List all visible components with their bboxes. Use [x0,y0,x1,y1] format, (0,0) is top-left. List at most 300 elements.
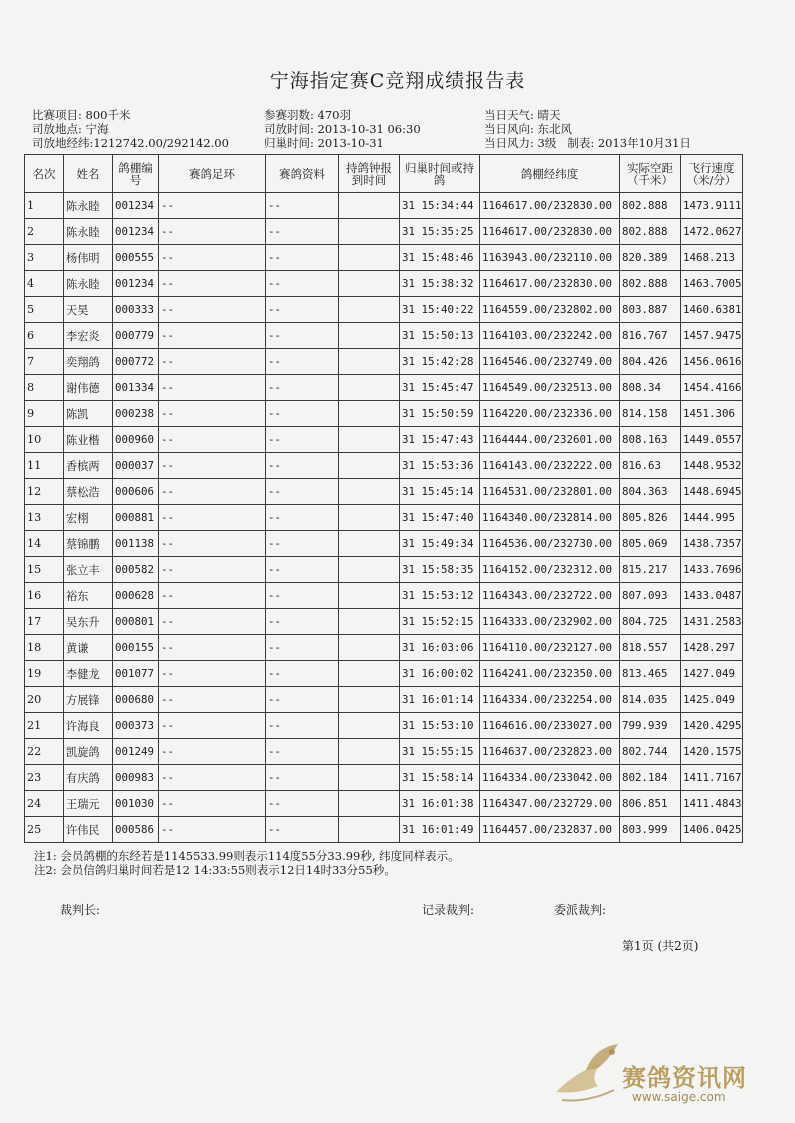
cell-arrival: 31 15:47:40 [400,505,480,531]
cell-rank: 13 [25,505,64,531]
table-row [25,323,743,349]
cell-speed: 1428.297 [681,635,743,661]
cell-arrival: 31 16:03:06 [400,635,480,661]
cell-distance: 808.163 [620,427,681,453]
cell-name: 陈凯 [64,401,113,427]
cell-coords: 1164333.00/232902.00 [480,609,620,635]
cell-rank: 6 [25,323,64,349]
cell-distance: 808.34 [620,375,681,401]
cell-arrival: 31 15:48:46 [400,245,480,271]
header-arrival: 归巢时间或持鸽 [400,155,480,193]
cell-name: 陈业楷 [64,427,113,453]
cell-rank: 14 [25,531,64,557]
cell-clock-time [339,349,400,375]
cell-coords: 1164343.00/232722.00 [480,583,620,609]
cell-name: 蔡锦鹏 [64,531,113,557]
cell-name: 蔡松浩 [64,479,113,505]
header-ring: 赛鸽足环 [159,155,266,193]
cell-coords: 1164220.00/232336.00 [480,401,620,427]
table-row [25,817,743,843]
cell-rank: 25 [25,817,64,843]
cell-speed: 1468.213 [681,245,743,271]
cell-name: 黄谦 [64,635,113,661]
cell-speed: 1420.4295 [681,713,743,739]
cell-clock-time [339,427,400,453]
cell-clock-time [339,817,400,843]
cell-clock-time [339,635,400,661]
cell-clock-time [339,219,400,245]
cell-rank: 1 [25,193,64,219]
cell-ring: -- [159,687,266,713]
cell-clock-time [339,479,400,505]
table-row [25,375,743,401]
cell-distance: 820.389 [620,245,681,271]
cell-info: -- [266,765,339,791]
cell-rank: 18 [25,635,64,661]
cell-speed: 1457.9475 [681,323,743,349]
cell-name: 陈永睦 [64,271,113,297]
cell-speed: 1420.1575 [681,739,743,765]
cell-info: -- [266,219,339,245]
cell-speed: 1411.7167 [681,765,743,791]
cell-rank: 10 [25,427,64,453]
cell-loft-id: 000333 [113,297,159,323]
table-header-row [25,155,743,193]
cell-distance: 803.887 [620,297,681,323]
cell-coords: 1164617.00/232830.00 [480,219,620,245]
cell-coords: 1164457.00/232837.00 [480,817,620,843]
cell-ring: -- [159,557,266,583]
cell-distance: 804.725 [620,609,681,635]
cell-rank: 24 [25,791,64,817]
cell-info: -- [266,375,339,401]
table-row [25,349,743,375]
cell-loft-id: 001234 [113,219,159,245]
cell-speed: 1411.4843 [681,791,743,817]
cell-speed: 1448.9532 [681,453,743,479]
cell-name: 李宏炎 [64,323,113,349]
cell-info: -- [266,557,339,583]
cell-ring: -- [159,739,266,765]
cell-info: -- [266,453,339,479]
cell-rank: 3 [25,245,64,271]
cell-name: 有庆鸽 [64,765,113,791]
meta-wind-direction: 当日风向: 东北风 [484,122,573,136]
cell-coords: 1164549.00/232513.00 [480,375,620,401]
cell-arrival: 31 15:45:47 [400,375,480,401]
cell-coords: 1164546.00/232749.00 [480,349,620,375]
cell-info: -- [266,505,339,531]
cell-clock-time [339,661,400,687]
table-row [25,661,743,687]
cell-arrival: 31 15:38:32 [400,271,480,297]
cell-clock-time [339,557,400,583]
meta-entries: 参赛羽数: 470羽 [264,108,351,122]
cell-ring: -- [159,349,266,375]
cell-arrival: 31 15:50:59 [400,401,480,427]
cell-distance: 802.888 [620,193,681,219]
cell-speed: 1454.4166 [681,375,743,401]
cell-ring: -- [159,765,266,791]
page-number: 第1页 (共2页) [622,939,699,953]
cell-name: 宏栩 [64,505,113,531]
header-loft-id: 鸽棚编号 [113,155,159,193]
cell-rank: 23 [25,765,64,791]
cell-ring: -- [159,297,266,323]
cell-clock-time [339,323,400,349]
meta-release-time: 司放时间: 2013-10-31 06:30 [264,122,421,136]
cell-loft-id: 001077 [113,661,159,687]
cell-ring: -- [159,427,266,453]
meta-weather: 当日天气: 晴天 [484,108,561,122]
cell-loft-id: 000801 [113,609,159,635]
cell-arrival: 31 16:01:38 [400,791,480,817]
cell-clock-time [339,505,400,531]
cell-coords: 1164617.00/232830.00 [480,271,620,297]
footnotes [34,849,460,877]
cell-name: 李健龙 [64,661,113,687]
cell-coords: 1164152.00/232312.00 [480,557,620,583]
table-row [25,713,743,739]
table-row [25,401,743,427]
meta-event: 比赛项目: 800千米 [32,108,131,122]
cell-clock-time [339,713,400,739]
cell-ring: -- [159,817,266,843]
cell-info: -- [266,271,339,297]
cell-loft-id: 000772 [113,349,159,375]
cell-loft-id: 000155 [113,635,159,661]
cell-distance: 816.767 [620,323,681,349]
cell-info: -- [266,245,339,271]
cell-loft-id: 000960 [113,427,159,453]
table-row [25,505,743,531]
footnote-1: 注1: 会员鸽棚的东经若是1145533.99则表示114度55分33.99秒, 纬度同样表示。 [34,849,460,863]
cell-speed: 1451.306 [681,401,743,427]
sig-chief-judge: 裁判长: [60,903,101,917]
cell-loft-id: 001249 [113,739,159,765]
cell-distance: 805.069 [620,531,681,557]
cell-coords: 1164531.00/232801.00 [480,479,620,505]
table-row [25,739,743,765]
cell-name: 张立丰 [64,557,113,583]
cell-distance: 802.744 [620,739,681,765]
cell-name: 吴东升 [64,609,113,635]
cell-info: -- [266,609,339,635]
cell-arrival: 31 15:58:14 [400,765,480,791]
cell-name: 裕东 [64,583,113,609]
cell-coords: 1163943.00/232110.00 [480,245,620,271]
cell-info: -- [266,479,339,505]
cell-arrival: 31 15:53:10 [400,713,480,739]
cell-speed: 1473.9111 [681,193,743,219]
cell-info: -- [266,817,339,843]
cell-rank: 17 [25,609,64,635]
cell-ring: -- [159,401,266,427]
cell-speed: 1406.0425 [681,817,743,843]
cell-coords: 1164559.00/232802.00 [480,297,620,323]
cell-distance: 804.363 [620,479,681,505]
cell-rank: 8 [25,375,64,401]
table-row [25,765,743,791]
cell-distance: 816.63 [620,453,681,479]
cell-speed: 1449.0557 [681,427,743,453]
cell-speed: 1425.049 [681,687,743,713]
header-name: 姓名 [64,155,113,193]
table-row [25,791,743,817]
cell-coords: 1164347.00/232729.00 [480,791,620,817]
cell-speed: 1438.7357 [681,531,743,557]
cell-coords: 1164617.00/232830.00 [480,193,620,219]
cell-arrival: 31 15:42:28 [400,349,480,375]
results-table [24,154,743,843]
header-coords: 鸽棚经纬度 [480,155,620,193]
cell-loft-id: 001138 [113,531,159,557]
cell-name: 凯旋鸽 [64,739,113,765]
cell-info: -- [266,739,339,765]
cell-arrival: 31 16:01:14 [400,687,480,713]
cell-speed: 1448.6945 [681,479,743,505]
sig-recorder: 记录裁判: [422,903,475,917]
cell-coords: 1164616.00/233027.00 [480,713,620,739]
cell-distance: 814.158 [620,401,681,427]
cell-info: -- [266,323,339,349]
cell-arrival: 31 15:47:43 [400,427,480,453]
cell-clock-time [339,609,400,635]
cell-clock-time [339,583,400,609]
cell-loft-id: 000628 [113,583,159,609]
cell-distance: 804.426 [620,349,681,375]
meta-col-3 [484,108,691,150]
pigeon-logo-icon [548,1040,628,1110]
cell-loft-id: 000983 [113,765,159,791]
cell-loft-id: 000037 [113,453,159,479]
cell-rank: 22 [25,739,64,765]
meta-made-date: 制表: 2013年10月31日 [567,136,691,150]
cell-arrival: 31 15:34:44 [400,193,480,219]
cell-info: -- [266,427,339,453]
cell-coords: 1164444.00/232601.00 [480,427,620,453]
cell-arrival: 31 15:55:15 [400,739,480,765]
meta-col-2 [264,108,421,150]
cell-speed: 1433.0487 [681,583,743,609]
watermark [548,1040,758,1110]
cell-ring: -- [159,271,266,297]
cell-coords: 1164103.00/232242.00 [480,323,620,349]
cell-ring: -- [159,505,266,531]
cell-info: -- [266,661,339,687]
cell-speed: 1460.6381 [681,297,743,323]
cell-loft-id: 000555 [113,245,159,271]
cell-rank: 19 [25,661,64,687]
table-row [25,635,743,661]
cell-coords: 1164241.00/232350.00 [480,661,620,687]
cell-ring: -- [159,661,266,687]
header-clock-time: 持鸽钟报到时间 [339,155,400,193]
cell-coords: 1164536.00/232730.00 [480,531,620,557]
cell-clock-time [339,791,400,817]
cell-clock-time [339,687,400,713]
cell-distance: 813.465 [620,661,681,687]
cell-arrival: 31 15:50:13 [400,323,480,349]
cell-distance: 802.888 [620,219,681,245]
cell-name: 王瑞元 [64,791,113,817]
cell-rank: 15 [25,557,64,583]
cell-name: 杨伟明 [64,245,113,271]
cell-distance: 815.217 [620,557,681,583]
cell-coords: 1164334.00/233042.00 [480,765,620,791]
cell-info: -- [266,401,339,427]
cell-name: 许海良 [64,713,113,739]
cell-speed: 1456.0616 [681,349,743,375]
cell-rank: 21 [25,713,64,739]
cell-distance: 818.557 [620,635,681,661]
cell-loft-id: 000680 [113,687,159,713]
cell-ring: -- [159,583,266,609]
header-speed: 飞行速度（米/分） [681,155,743,193]
cell-rank: 4 [25,271,64,297]
cell-info: -- [266,583,339,609]
cell-arrival: 31 15:40:22 [400,297,480,323]
cell-name: 天昊 [64,297,113,323]
table-row [25,271,743,297]
cell-speed: 1463.7005 [681,271,743,297]
cell-loft-id: 000238 [113,401,159,427]
table-row [25,245,743,271]
cell-speed: 1472.0627 [681,219,743,245]
cell-loft-id: 000586 [113,817,159,843]
cell-info: -- [266,193,339,219]
footnote-2: 注2: 会员信鸽归巢时间若是12 14:33:55则表示12日14时33分55秒。 [34,863,396,877]
meta-return-date: 归巢时间: 2013-10-31 [264,136,384,150]
cell-coords: 1164143.00/232222.00 [480,453,620,479]
cell-ring: -- [159,713,266,739]
cell-loft-id: 000373 [113,713,159,739]
cell-coords: 1164110.00/232127.00 [480,635,620,661]
cell-speed: 1433.7696 [681,557,743,583]
cell-arrival: 31 16:00:02 [400,661,480,687]
cell-loft-id: 000606 [113,479,159,505]
watermark-site-name: 赛鸽资讯网 [622,1064,747,1092]
cell-ring: -- [159,375,266,401]
cell-name: 方展锋 [64,687,113,713]
table-row [25,297,743,323]
cell-distance: 814.035 [620,687,681,713]
cell-clock-time [339,375,400,401]
cell-arrival: 31 15:53:36 [400,453,480,479]
cell-arrival: 31 15:58:35 [400,557,480,583]
cell-rank: 11 [25,453,64,479]
cell-arrival: 31 15:45:14 [400,479,480,505]
cell-ring: -- [159,193,266,219]
cell-coords: 1164340.00/232814.00 [480,505,620,531]
cell-coords: 1164637.00/232823.00 [480,739,620,765]
cell-speed: 1427.049 [681,661,743,687]
cell-ring: -- [159,791,266,817]
table-row [25,479,743,505]
cell-arrival: 31 15:53:12 [400,583,480,609]
cell-clock-time [339,245,400,271]
cell-speed: 1431.2583 [681,609,743,635]
cell-distance: 802.184 [620,765,681,791]
cell-arrival: 31 16:01:49 [400,817,480,843]
cell-clock-time [339,401,400,427]
cell-distance: 807.093 [620,583,681,609]
meta-release-coords: 司放地经纬:1212742.00/292142.00 [32,136,229,150]
cell-ring: -- [159,479,266,505]
cell-arrival: 31 15:35:25 [400,219,480,245]
cell-info: -- [266,297,339,323]
table-row [25,583,743,609]
cell-ring: -- [159,323,266,349]
cell-rank: 16 [25,583,64,609]
cell-loft-id: 001234 [113,193,159,219]
report-title: 宁海指定赛C竞翔成绩报告表 [269,70,526,92]
cell-clock-time [339,193,400,219]
cell-coords: 1164334.00/232254.00 [480,687,620,713]
table-row [25,427,743,453]
cell-name: 许伟民 [64,817,113,843]
cell-clock-time [339,271,400,297]
meta-wind-force: 当日风力: 3级 制表: 2013年10月31日 [484,136,691,150]
cell-distance: 802.888 [620,271,681,297]
cell-info: -- [266,713,339,739]
cell-clock-time [339,297,400,323]
cell-loft-id: 001030 [113,791,159,817]
cell-info: -- [266,687,339,713]
cell-rank: 2 [25,219,64,245]
cell-name: 香槟两 [64,453,113,479]
header-distance: 实际空距（千米） [620,155,681,193]
table-row [25,219,743,245]
cell-info: -- [266,791,339,817]
cell-loft-id: 001334 [113,375,159,401]
cell-distance: 799.939 [620,713,681,739]
cell-distance: 805.826 [620,505,681,531]
header-rank: 名次 [25,155,64,193]
cell-loft-id: 000779 [113,323,159,349]
cell-clock-time [339,765,400,791]
table-row [25,531,743,557]
table-row [25,453,743,479]
cell-clock-time [339,531,400,557]
cell-arrival: 31 15:52:15 [400,609,480,635]
cell-ring: -- [159,635,266,661]
cell-rank: 20 [25,687,64,713]
table-row [25,687,743,713]
cell-ring: -- [159,609,266,635]
cell-ring: -- [159,453,266,479]
meta-release-site: 司放地点: 宁海 [32,122,109,136]
cell-name: 陈永睦 [64,193,113,219]
cell-name: 奕翔鸽 [64,349,113,375]
cell-ring: -- [159,245,266,271]
header-info: 赛鸽资料 [266,155,339,193]
cell-rank: 12 [25,479,64,505]
cell-name: 谢伟德 [64,375,113,401]
cell-loft-id: 000881 [113,505,159,531]
cell-loft-id: 000582 [113,557,159,583]
cell-distance: 806.851 [620,791,681,817]
table-row [25,193,743,219]
table-row [25,557,743,583]
cell-rank: 9 [25,401,64,427]
cell-arrival: 31 15:49:34 [400,531,480,557]
cell-name: 陈永睦 [64,219,113,245]
cell-info: -- [266,349,339,375]
watermark-url: www.saige.com [632,1090,726,1104]
cell-info: -- [266,531,339,557]
meta-col-1 [32,108,229,150]
